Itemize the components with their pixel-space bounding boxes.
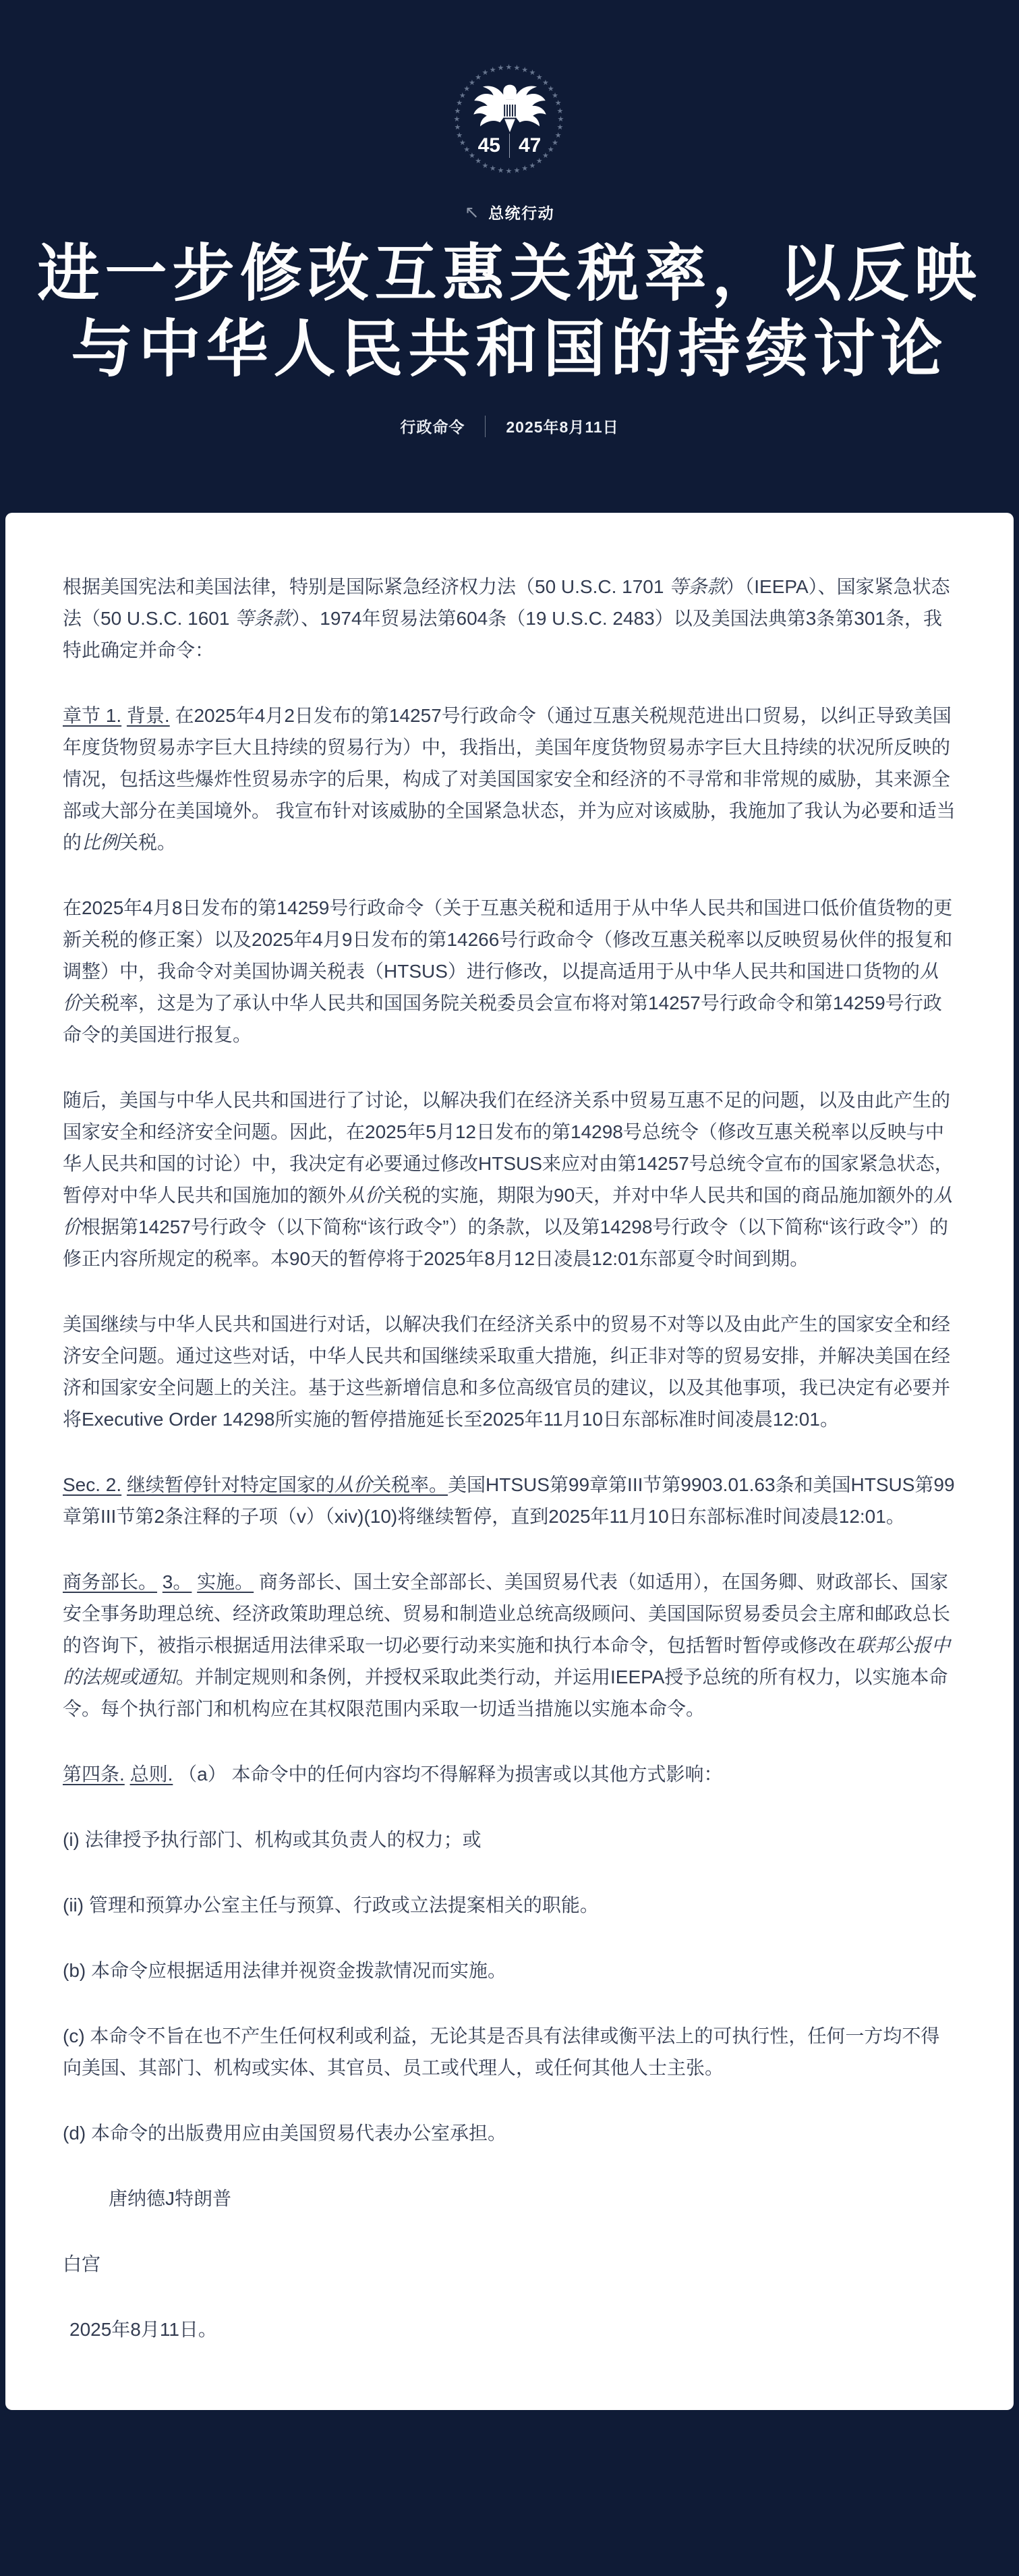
article-date: 2025年8月11日 <box>506 418 619 436</box>
document-paragraph: (b) 本命令应根据适用法律并视资金拨款情况而实施。 <box>63 1960 507 1981</box>
document-card <box>5 513 1014 2410</box>
document-paragraph: (c) 本命令不旨在也不产生任何权利或利益，无论其是否具有法律或衡平法上的可执行性，任何一方均不得向美国、其部门、机构或实体、其官员、员工或代理人，或任何其他人士主张。 <box>63 2025 940 2078</box>
seal-number-45: 45 <box>477 134 500 157</box>
document-paragraph: (i) 法律授予执行部门、机构或其负责人的权力；或 <box>63 1829 482 1850</box>
document-paragraph: (d) 本命令的出版费用应由美国贸易代表办公室承担。 <box>63 2123 507 2144</box>
document-paragraph: Sec. 2. 继续暂停针对特定国家的从价关税率。美国HTSUS第99章第III节第9903.01.63条和美国HTSUS第99章第III节第2条注释的子项（v）（xiv)(10)将继续暂停，直到2025年11月10日东部标准时间凌晨12:01。 <box>63 1474 955 1527</box>
document-paragraph: (ii) 管理和预算办公室主任与预算、行政或立法提案相关的职能。 <box>63 1895 599 1915</box>
document-paragraph: 美国继续与中华人民共和国进行对话，以解决我们在经济关系中的贸易不对等以及由此产生的国家安全和经济安全问题。通过这些对话，中华人民共和国继续采取重大措施，纠正非对等的贸易安排，并解决美国在经济和国家安全问题上的关注。基于这些新增信息和多位高级官员的建议，以及其他事项，我已决定有必要并将Executive Order 14298所实施的暂停措施延长至2025年11月10日东部标准时间凌晨12:01。 <box>63 1314 951 1430</box>
document-body <box>63 571 956 2345</box>
article-type-label: 行政命令 <box>400 418 465 436</box>
page-title-line-1: 进一步修改互惠关税率，以反映 <box>37 237 982 310</box>
document-paragraph: 白宫 <box>63 2253 101 2274</box>
article-meta <box>0 415 1019 437</box>
document-paragraph: 第四条. 总则. （a） 本命令中的任何内容均不得解释为损害或以其他方式影响： <box>63 1764 723 1785</box>
seal-number-divider <box>509 134 510 158</box>
document-paragraph: 唐纳德J特朗普 <box>109 2188 232 2209</box>
page-title <box>18 235 1002 387</box>
document-paragraph: 在2025年4月8日发布的第14259号行政命令（关于互惠关税和适用于从中华人民共和国进口低价值货物的更新关税的修正案）以及2025年4月9日发布的第14266号行政命令（修改互惠关税率以反映贸易伙伴的报复和调整）中，我命令对美国协调关税表（HTSUS）进行修改，以提高适用于从中华人民共和国进口货物的从价关税率，这是为了承认中华人民共和国国务院关税委员会宣布将对第14257号行政命令和第14259号行政命令的美国进行报复。 <box>63 897 953 1045</box>
document-paragraph: 随后，美国与中华人民共和国进行了讨论，以解决我们在经济关系中贸易互惠不足的问题，以及由此产生的国家安全和经济安全问题。因此，在2025年5月12日发布的第14298号总统令（修改互惠关税率以反映与中华人民共和国的讨论）中，我决定有必要通过修改HTSUS来应对由第14257号总统令宣布的国家紧急状态，暂停对中华人民共和国施加的额外从价关税的实施，期限为90天，并对中华人民共和国的商品施加额外的从价根据第14257号行政令（以下简称“该行政令”）的条款，以及第14298号行政令（以下简称“该行政令”）的修正内容所规定的税率。本90天的暂停将于2025年8月12日凌晨12:01东部夏令时间到期。 <box>63 1090 954 1269</box>
page <box>0 62 1019 2410</box>
page-title-line-2: 与中华人民共和国的持续讨论 <box>71 312 948 385</box>
meta-divider <box>485 416 486 437</box>
presidential-seal: ★ ★ ★ ★ ★ ★ ★ ★ ★ ★ ★ ★ ★ ★ ★ ★ ★ ★ ★ ★ ★ ★ ★ ★ ★ ★ ★ ★ ★ ★ ★ ★ ★ ★ ★ ★ ★ ★ ★ ★ 45 47 <box>453 62 567 177</box>
breadcrumb-label: 总统行动 <box>488 204 555 222</box>
document-paragraph: 根据美国宪法和美国法律，特别是国际紧急经济权力法（50 U.S.C. 1701 等条款）（IEEPA）、国家紧急状态法（50 U.S.C. 1601 等条款）、1974年贸易法第604条（19 U.S.C. 2483）以及美国法典第3条第301条，我特此确定并命令： <box>63 576 950 661</box>
page-header <box>0 62 1019 437</box>
document-paragraph: 2025年8月11日。 <box>69 2319 217 2340</box>
eagle-icon <box>470 76 550 134</box>
arrow-up-left-icon: ↖ <box>464 202 481 222</box>
breadcrumb-presidential-actions-link[interactable] <box>465 201 554 223</box>
document-paragraph: 商务部长。 3。 实施。 商务部长、国土安全部部长、美国贸易代表（如适用），在国务卿、财政部长、国家安全事务助理总统、经济政策助理总统、贸易和制造业总统高级顾问、美国国际贸易委员会主席和邮政总长的咨询下，被指示根据适用法律采取一切必要行动来实施和执行本命令，包括暂时暂停或修改在联邦公报中的法规或通知。并制定规则和条例，并授权采取此类行动，并运用IEEPA授予总统的所有权力，以实施本命令。每个执行部门和机构应在其权限范围内采取一切适当措施以实施本命令。 <box>63 1571 951 1719</box>
breadcrumb <box>0 201 1019 223</box>
seal-number-47: 47 <box>519 134 542 157</box>
seal-term-numbers <box>453 134 567 158</box>
document-paragraph: 章节 1. 背景. 在2025年4月2日发布的第14257号行政命令（通过互惠关税规范进出口贸易，以纠正导致美国年度货物贸易赤字巨大且持续的贸易行为）中，我指出，美国年度货物贸易赤字巨大且持续的状况所反映的情况，包括这些爆炸性贸易赤字的后果，构成了对美国国家安全和经济的不寻常和非常规的威胁，其来源全部或大部分在美国境外。 我宣布针对该威胁的全国紧急状态，并为应对该威胁，我施加了我认为必要和适当的比例关税。 <box>63 705 956 853</box>
